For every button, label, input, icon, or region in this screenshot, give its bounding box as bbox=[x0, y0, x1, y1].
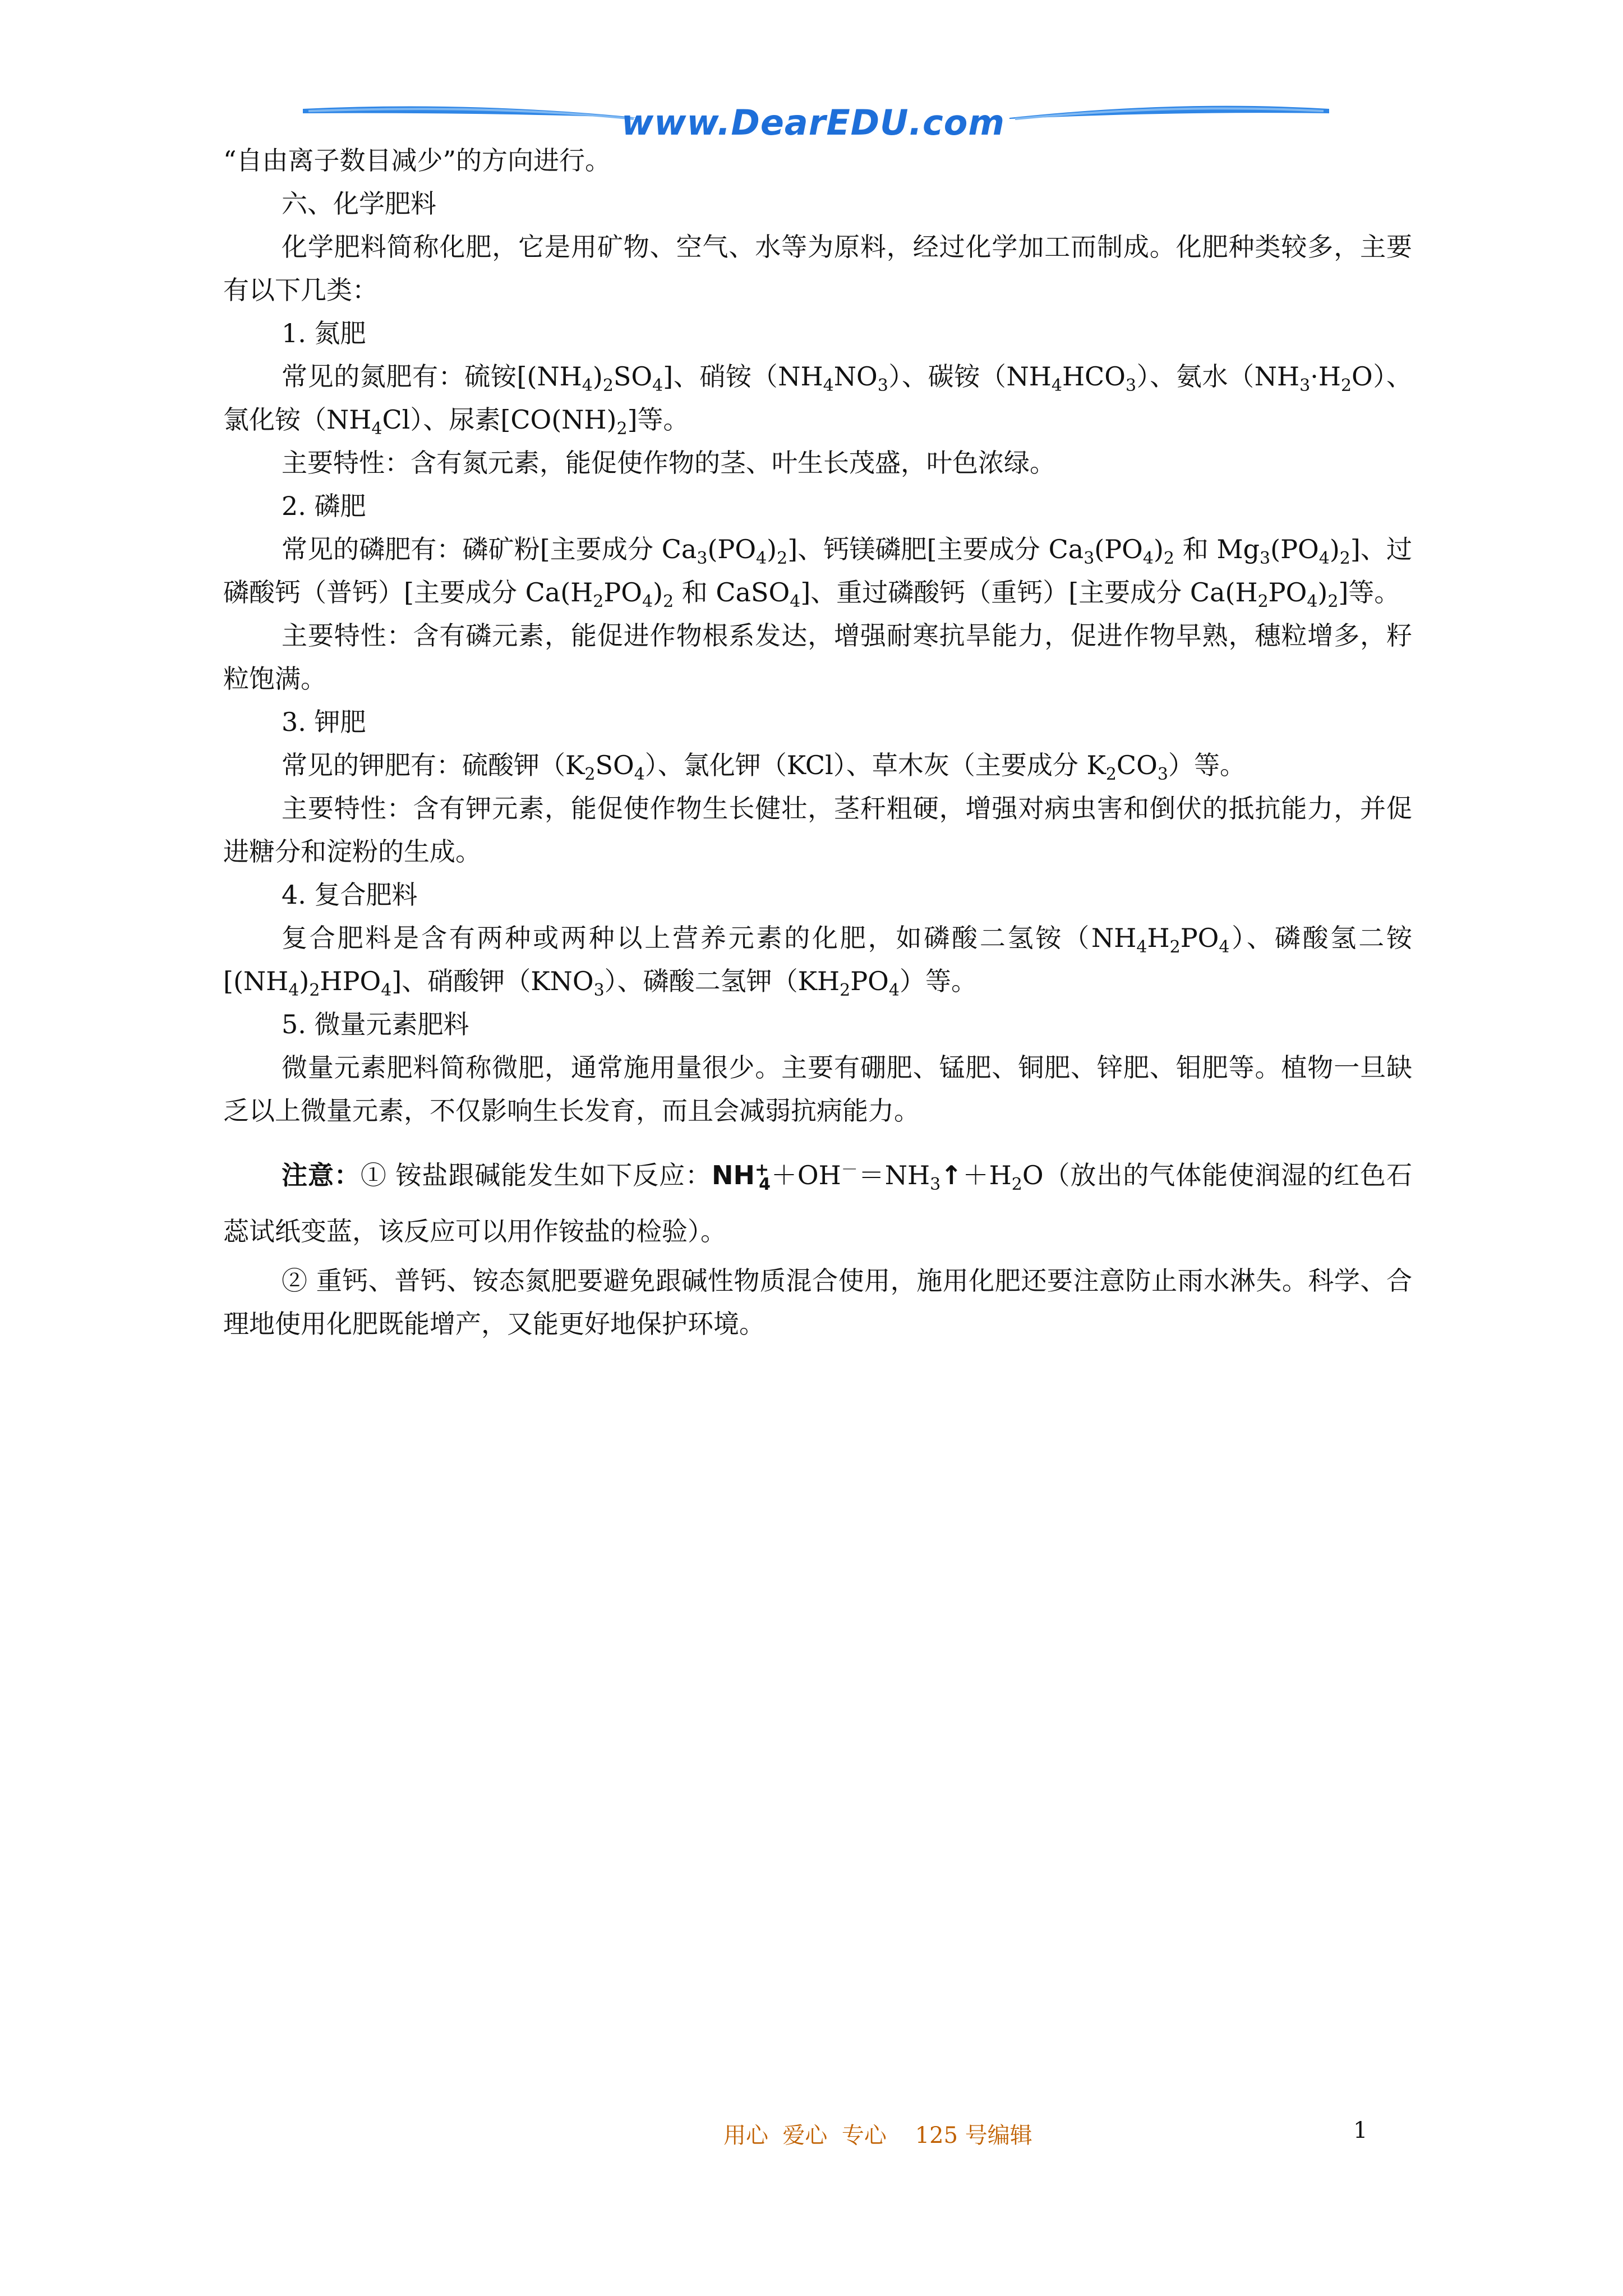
site-logo[interactable]: www.DearEDU.com bbox=[621, 102, 1005, 143]
paragraph-phosphorus-property: 主要特性：含有磷元素，能促进作物根系发达，增强耐寒抗旱能力，促进作物早熟，穗粒增多，籽粒饱满。 bbox=[223, 620, 1412, 694]
section-title: 六、化学肥料 bbox=[282, 188, 436, 219]
paragraph-potassium-property: 主要特性：含有钾元素，能促使作物生长健壮，茎秆粗硬，增强对病虫害和倒伏的抵抗能力，并促进糖分和淀粉的生成。 bbox=[223, 793, 1412, 867]
paragraph-nitrogen-types: 常见的氮肥有：硫铵$[(NH_4)_2SO_4]$、硝铵$(NH_4NO_3)$、碳铵$(NH_4HCO_3)$、氨水$(NH_3\cdot H_2O)$、氯化铵$(NH_4Cl)$、尿素$[CO(NH)_2]$等。 bbox=[223, 361, 1412, 439]
document-body bbox=[223, 139, 1412, 1346]
heading-compound: 4. 复合肥料 bbox=[282, 880, 418, 910]
heading-nitrogen: 1. 氮肥 bbox=[282, 318, 366, 348]
gas-arrow-icon: ↑ bbox=[940, 1160, 962, 1190]
paragraph-compound-types: 复合肥料是含有两种或两种以上营养元素的化肥，如磷酸二氢铵$(NH_4H_2PO_4)$、磷酸氢二铵$[(NH_4)_2HPO_4]$、硝酸钾$(KNO_3)$、磷酸二氢钾$(KH_2PO_4)$等。 bbox=[223, 923, 1413, 1000]
paragraph-note-2: ② 重钙、普钙、铵态氮肥要避免跟碱性物质混合使用，施用化肥还要注意防止雨水淋失。科学、合理地使用化肥既能增产，又能更好地保护环境。 bbox=[223, 1266, 1412, 1339]
paragraph-potassium-types: 常见的钾肥有：硫酸钾$(K_2SO_4)$、氯化钾（KCl）、草木灰（主要成分 $K_2CO_3$）等。 bbox=[282, 750, 1246, 784]
section-intro: 化学肥料简称化肥，它是用矿物、空气、水等为原料，经过化学加工而制成。化肥种类较多，主要有以下几类： bbox=[223, 232, 1412, 305]
paragraph-intro-tail: “自由离子数目减少”的方向进行。 bbox=[223, 145, 611, 176]
heading-phosphorus: 2. 磷肥 bbox=[282, 491, 366, 521]
paragraph-note: 注意：① 铵盐跟碱能发生如下反应：$NH^+_4+OH^-=NH_3↑+H_2O$（放出的气体能使润湿的红色石蕊试纸变蓝，该反应可以用作铵盐的检验）。 bbox=[223, 1160, 1413, 1246]
ammonium-ion: $NH^+_4$ bbox=[711, 1160, 771, 1194]
heading-potassium: 3. 钾肥 bbox=[282, 707, 366, 737]
page-number: 1 bbox=[1353, 2118, 1368, 2143]
paragraph-phosphorus-types: 常见的磷肥有：磷矿粉[主要成分 $Ca_3(PO_4)_2$]、钙镁磷肥[主要成分 $Ca_3(PO_4)_2$ 和 $Mg_3(PO_4)_2$]、过磷酸钙（普钙）[主要成分 $Ca(H_2PO_4)_2$ 和 CaSO$_4$]、重过磷酸钙（重钙）[主要成分 $Ca(H_2PO_4)_2$]等。 bbox=[223, 534, 1412, 611]
paragraph-micro: 微量元素肥料简称微肥，通常施用量很少。主要有硼肥、锰肥、铜肥、锌肥、钼肥等。植物一旦缺乏以上微量元素，不仅影响生长发育，而且会减弱抗病能力。 bbox=[223, 1052, 1412, 1126]
paragraph-nitrogen-property: 主要特性：含有氮元素，能促使作物的茎、叶生长茂盛，叶色浓绿。 bbox=[282, 448, 1055, 478]
note-label: 注意： bbox=[282, 1160, 361, 1190]
heading-micro: 5. 微量元素肥料 bbox=[282, 1009, 469, 1039]
footer-text: 用心 爱心 专心 125 号编辑 bbox=[723, 2123, 1032, 2148]
